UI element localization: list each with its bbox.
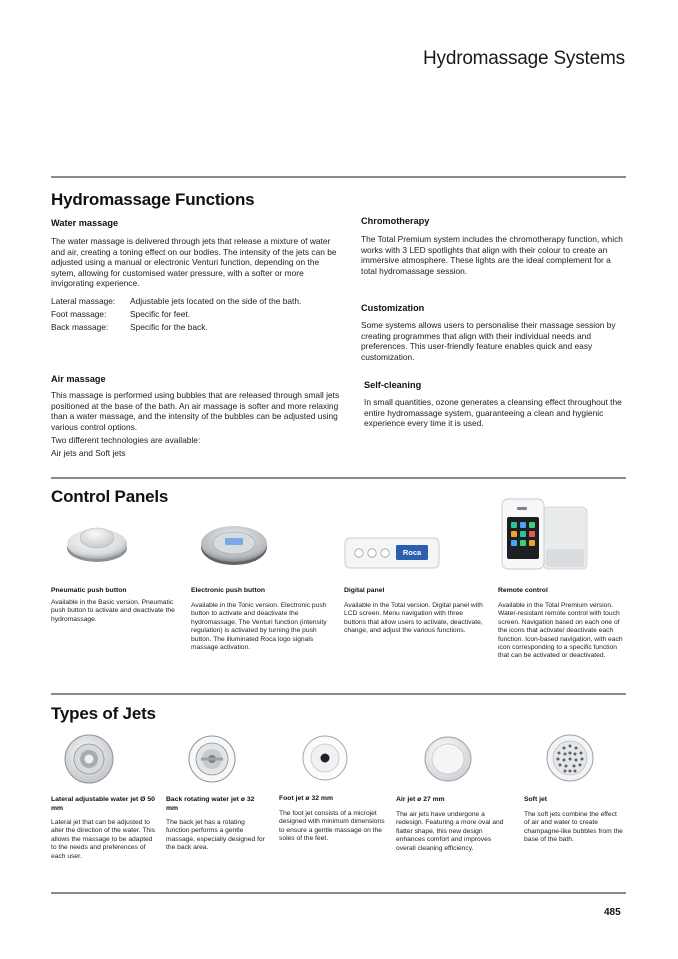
jet-name: Air jet ø 27 mm [396,796,445,803]
section-divider [51,693,626,695]
control-panel-name: Pneumatic push button [51,587,127,594]
massage-type-value: Specific for the back. [130,322,208,333]
control-panels-title: Control Panels [51,487,169,506]
control-panel-name: Electronic push button [191,587,266,594]
chromotherapy-heading: Chromotherapy [361,216,430,226]
jet-name: Foot jet ø 32 mm [279,795,334,802]
jet-text: Lateral jet that can be adjusted to alter the direction of the water. This allows the massage to be adapted to the needs and preferences of each user. [51,819,155,860]
jet-text: The foot jet consists of a microjet designed with minimum dimensions to ensure a gentle massage on the soles of the feet. [279,810,385,843]
jet-name: Soft jet [524,796,548,803]
page-number: 485 [604,907,621,918]
control-panel-text: Available in the Total Premium version. Water-resistant remote control with touch screen. Navigation based on each one of the icons that activate/ deactivate each function. Icon-based navigation, with each icon corresponding to a specific function that can be activated or deactivated. [498,602,623,660]
remote-control-image [500,497,588,576]
massage-type-row [51,308,301,321]
water-massage-text: The water massage is delivered through jets that release a mixture of water and air, creating a toning effect on our bodies. The intensity of the jets can be adjusted using a manual or electronic Venturi function, depending on the sytem, allowing for customised water pressure, with a softer or more invigorating experience. [51,236,337,289]
water-massage-heading: Water massage [51,218,119,228]
back-rotating-jet-image [187,734,237,789]
control-panel-name: Digital panel [344,587,385,594]
massage-type-label: Foot massage: [51,309,107,320]
page-header-title: Hydromassage Systems [423,48,625,69]
pneumatic-button-image [65,520,129,569]
jet-name: Lateral adjustable water jet Ø 50 mm [51,796,155,812]
jet-text: The back jet has a rotating function performs a gentle massage, especially designed for the back area. [166,819,265,852]
foot-jet-image [301,734,349,787]
air-massage-note: Two different technologies are available: [51,435,201,445]
jet-text: The air jets have undergone a redesign. Featuring a more oval and flatter shape, this new design enhances comfort and improves overall cleaning efficiency. [396,811,504,852]
massage-type-value: Specific for feet. [130,309,191,320]
massage-types-list [51,295,301,335]
air-massage-text: This massage is performed using bubbles that are released through small jets positioned at the base of the bath. An air massage is softer and more relaxing than a water massage, and the intensity of the bubbles can be adjusted using various control options. [51,390,340,432]
section-divider [51,477,626,479]
soft-jet-image [545,733,595,788]
section-divider [51,176,626,178]
lateral-jet-image [63,733,115,790]
control-panel-text: Available in the Total version. Digital panel with LCD screen. Menu navigation with three buttons that allow users to activate, deactivate, change, and adjust the various functions. [344,602,483,635]
massage-type-value: Adjustable jets located on the side of the bath. [130,296,302,306]
self-cleaning-text: In small quantities, ozone generates a cleansing effect throughout the entire hydromassage system, guaranteeing a clean and hygienic experience every time it is used. [364,397,622,429]
jet-text: The soft jets combine the effect of air and water to create champagne-like bubbles from the base of the bath. [524,811,623,844]
massage-type-row [51,295,301,308]
jets-title: Types of Jets [51,704,156,723]
section-divider [51,892,626,894]
air-jet-image [423,735,473,788]
massage-type-row [51,321,301,334]
self-cleaning-heading: Self-cleaning [364,380,422,390]
control-panel-name: Remote control [498,587,548,594]
customization-heading: Customization [361,303,425,313]
chromotherapy-text: The Total Premium system includes the chromotherapy function, which works with 3 LED spotlights that align with their colour to create an immersive atmosphere. These lights are the ideal complement for a total hydromassage session. [361,234,623,276]
control-panel-text: Available in the Basic version. Pneumatic push button to activate and deactivate the hydromassage. [51,599,175,623]
massage-type-label: Lateral massage: [51,296,116,306]
functions-title: Hydromassage Functions [51,190,255,209]
massage-type-label: Back massage: [51,322,109,333]
customization-text: Some systems allows users to personalise their massage session by creating programmes that align with their individual needs and preferences. This user-friendly feature enables quick and easy customization. [361,320,616,362]
electronic-button-image [198,522,270,573]
air-massage-techs: Air jets and Soft jets [51,448,126,458]
jet-name: Back rotating water jet ø 32 mm [166,796,255,812]
digital-panel-image [344,537,440,574]
air-massage-heading: Air massage [51,374,106,384]
roca-logo: Roca [402,548,422,557]
control-panel-text: Available in the Tonic version. Electronic push button to activate and deactivate the hydromassage. The Venturi function (intensity regulation) is activated by turning the push button. The illuminated Roca logo signals massage activation. [191,602,327,652]
